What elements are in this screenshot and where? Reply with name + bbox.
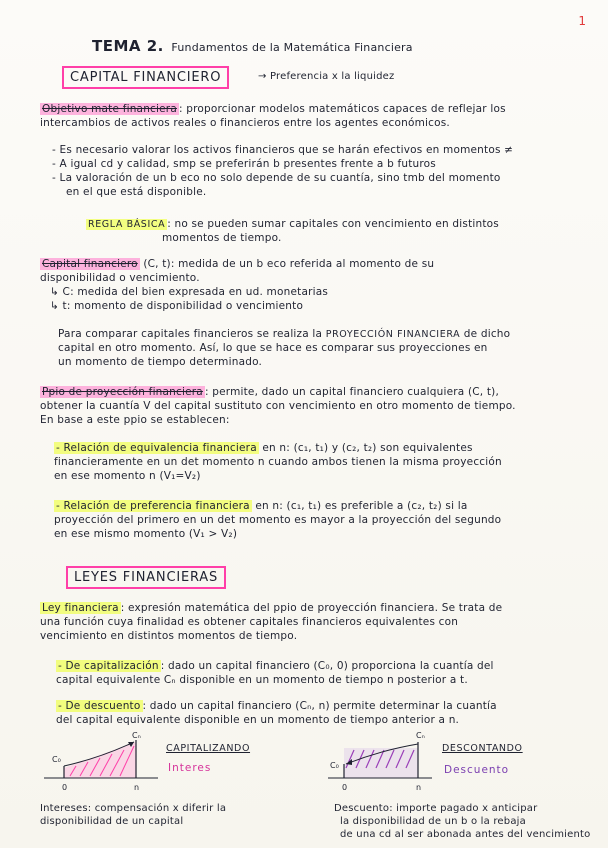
basic-rule-line-2: momentos de tiempo.	[162, 232, 282, 244]
header	[92, 37, 413, 55]
descuento-label: Descuento	[444, 764, 510, 776]
capital-sub-c: ↳ C: medida del bien expresada en ud. monetarias	[50, 286, 329, 298]
principle-line-3: En base a este ppio se establecen:	[40, 414, 230, 426]
objective-line-1	[40, 103, 506, 116]
discount-line-2: del capital equivalente disponible en un momento de tiempo anterior a n.	[56, 714, 460, 726]
law-label: Ley financiera	[42, 602, 119, 614]
comparison-line-3: un momento de tiempo determinado.	[58, 356, 263, 368]
intereses-note-1: Intereses: compensación x diferir la	[40, 803, 227, 814]
discount-t0-label: 0	[342, 783, 348, 792]
law-line-3: vencimiento en distintos momentos de tiempo.	[40, 630, 298, 642]
liquidity-note: → Preferencia x la liquidez	[258, 71, 395, 82]
topic-label: TEMA 2.	[92, 37, 164, 55]
interes-label: Interes	[168, 762, 212, 774]
bullet-preference	[52, 158, 436, 171]
descuento-note-1: Descuento: importe pagado x anticipar	[334, 803, 538, 814]
principle-line-2: obtener la cuantía V del capital sustituto con vencimiento en otro momento de tiempo.	[40, 400, 516, 412]
preference-label: - Relación de preferencia financiera	[56, 500, 250, 512]
capitalization-label: - De capitalización	[58, 660, 159, 672]
discount-tn-label: n	[416, 783, 422, 792]
discount-cn-label: Cₙ	[416, 731, 425, 740]
descuento-note-3: de una cd al ser abonada antes del vencimiento	[340, 829, 591, 840]
law-text-1: : expresión matemática del ppio de proyección financiera. Se trata de	[120, 602, 503, 614]
capitalization-t0-label: 0	[62, 783, 68, 792]
intereses-note-2: disponibilidad de un capital	[40, 816, 184, 827]
capitalization-text-1: : dado un capital financiero (C₀, 0) proporciona la cuantía del	[160, 660, 494, 672]
capital-def-text-1: (C, t): medida de un b eco referida al momento de su	[139, 258, 435, 270]
capital-def-label: Capital financiero	[42, 258, 138, 270]
law-line-1	[40, 602, 502, 615]
bullet-assets: - Es necesario valorar los activos financieros que se harán efectivos en momentos ≠	[52, 144, 514, 156]
discount-c0-label: C₀	[330, 761, 339, 770]
law-line-2: una función cuya finalidad es obtener capitales financieros equivalentes con	[40, 616, 459, 628]
capitalizando-title: CAPITALIZANDO	[166, 743, 251, 754]
financial-projection-term: PROYECCIÓN FINANCIERA	[325, 329, 461, 340]
principle-label: Ppio de proyección financiera	[42, 386, 203, 398]
principle-text-1: : permite, dado un capital financiero cualquiera (C, t),	[204, 386, 500, 398]
equivalence-line-1	[54, 442, 473, 455]
capital-sub-t: ↳ t: momento de disponibilidad o vencimiento	[50, 300, 304, 312]
comparison-text-1a: Para comparar capitales financieros se realiza la	[58, 328, 326, 340]
capitalization-diagram	[36, 728, 166, 794]
discount-diagram	[322, 728, 438, 794]
objective-label: Objetivo mate financiera	[42, 103, 177, 115]
comparison-line-1	[58, 328, 510, 341]
equivalence-line-3: en ese momento n (V₁=V₂)	[54, 470, 201, 482]
preference-line-2: proyección del primero en un det momento es mayor a la proyección del segundo	[54, 514, 502, 526]
comparison-line-2: capital en otro momento. Así, lo que se hace es comparar sus proyecciones en	[58, 342, 488, 354]
basic-rule-text-1: : no se pueden sumar capitales con vencimiento en distintos	[167, 218, 499, 230]
preference-line-3: en ese mismo momento (V₁ > V₂)	[54, 528, 238, 540]
capital-def-line-2: disponibilidad o vencimiento.	[40, 272, 200, 284]
descuento-note-2: la disponibilidad de un b o la rebaja	[340, 816, 526, 827]
capitalization-area	[64, 742, 136, 778]
capitalization-cn-label: Cₙ	[132, 731, 141, 740]
capitalization-c0-label: C₀	[52, 755, 61, 764]
principle-line-1	[40, 386, 499, 399]
header-title: Fundamentos de la Matemática Financiera	[171, 41, 413, 54]
capitalization-tn-label: n	[134, 783, 140, 792]
capital-def-line-1	[40, 258, 434, 271]
discount-label: - De descuento	[58, 700, 141, 712]
section-capital-financiero: CAPITAL FINANCIERO	[62, 66, 229, 89]
basic-rule-label: REGLA BÁSICA	[88, 219, 166, 230]
capitalization-line-1	[56, 660, 494, 673]
discount-text-1: : dado un capital financiero (Cₙ, n) permite determinar la cuantía	[142, 700, 497, 712]
equivalence-line-2: financieramente en un det momento n cuando ambos tienen la misma proyección	[54, 456, 502, 468]
equivalence-label: - Relación de equivalencia financiera	[56, 442, 257, 454]
descontando-title: DESCONTANDO	[442, 743, 523, 754]
equivalence-text-1: en n: (c₁, t₁) y (c₂, t₂) son equivalentes	[258, 442, 473, 454]
objective-line-2: intercambios de activos reales o financieros entre los agentes económicos.	[40, 117, 450, 129]
page-number: 1	[578, 14, 586, 28]
bullet-valuation-cont: en el que está disponible.	[66, 186, 207, 198]
capitalization-line-2: capital equivalente Cₙ disponible en un momento de tiempo n posterior a t.	[56, 674, 468, 686]
comparison-text-1b: de dicho	[460, 328, 511, 340]
preference-text-1: en n: (c₁, t₁) es preferible a (c₂, t₂) si la	[251, 500, 468, 512]
discount-line-1	[56, 700, 497, 713]
objective-text-1: : proporcionar modelos matemáticos capaces de reflejar los	[178, 103, 506, 115]
section-leyes-financieras: LEYES FINANCIERAS	[66, 566, 226, 589]
bullet-valuation: - La valoración de un b eco no solo depende de su cuantía, sino tmb del momento	[52, 172, 501, 184]
preference-line-1	[54, 500, 467, 513]
basic-rule-line-1	[86, 218, 499, 231]
bullet-preference-text: - A igual cd y calidad, smp se preferirán b presentes frente a b futuros	[52, 158, 436, 170]
